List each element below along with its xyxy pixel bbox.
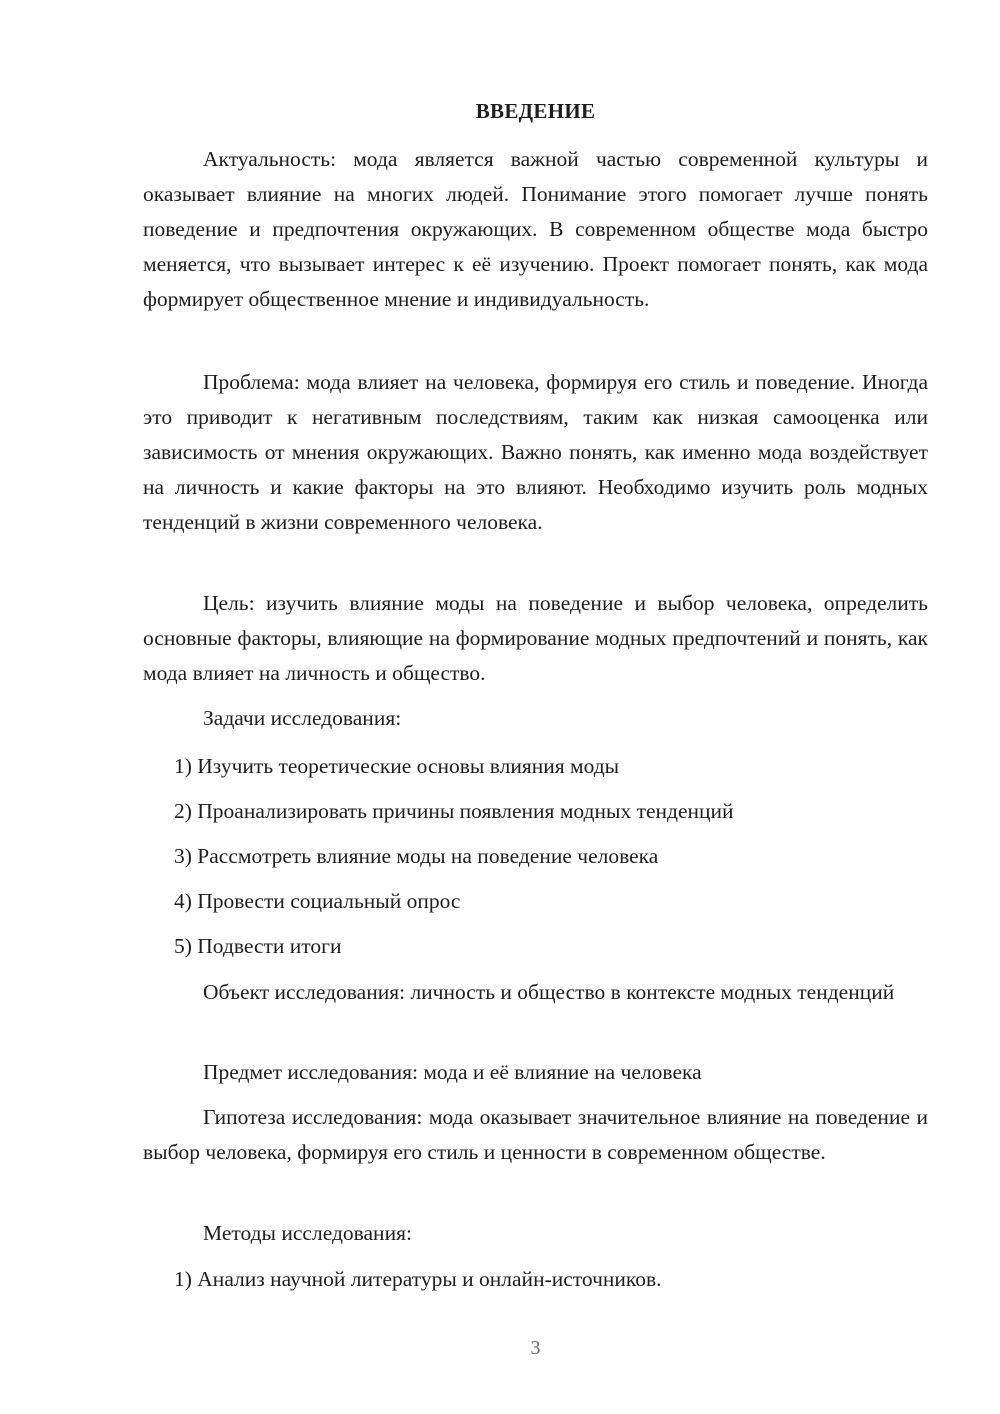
- paragraph-hypothesis: Гипотеза исследования: мода оказывает значительное влияние на поведение и выбор человека, формируя его стиль и ценности в современном обществе.: [143, 1105, 928, 1164]
- paragraph-goal: Цель: изучить влияние моды на поведение и выбор человека, определить основные факторы, влияющие на формирование модных предпочтений и понять, как мода влияет на личность и общество.: [143, 591, 928, 685]
- document-page: [143, 0, 928, 1414]
- paragraph-relevance: Актуальность: мода является важной частью современной культуры и оказывает влияние на многих людей. Понимание этого помогает лучше понять поведение и предпочтения окружающих. В современном обществе мода быстро меняется, что вызывает интерес к её изучению. Проект помогает понять, как мода формирует общественное мнение и индивидуальность.: [143, 147, 928, 311]
- task-item-1: 1) Изучить теоретические основы влияния моды: [174, 754, 620, 778]
- tasks-heading: Задачи исследования:: [203, 706, 402, 730]
- task-item-3: 3) Рассмотреть влияние моды на поведение человека: [174, 844, 659, 868]
- method-item-1: 1) Анализ научной литературы и онлайн-источников.: [174, 1267, 662, 1291]
- paragraph-problem: Проблема: мода влияет на человека, формируя его стиль и поведение. Иногда это приводит к негативным последствиям, таким как низкая самооценка или зависимость от мнения окружающих. Важно понять, как именно мода воздействует на личность и какие факторы на это влияют. Необходимо изучить роль модных тенденций в жизни современного человека.: [143, 370, 928, 534]
- task-item-2: 2) Проанализировать причины появления модных тенденций: [174, 799, 734, 823]
- paragraph-object: Объект исследования: личность и общество в контексте модных тенденций: [203, 980, 895, 1004]
- task-item-5: 5) Подвести итоги: [174, 934, 342, 958]
- page-number: 3: [530, 1337, 541, 1359]
- methods-heading: Методы исследования:: [203, 1221, 412, 1245]
- section-title: ВВЕДЕНИЕ: [475, 99, 596, 123]
- task-item-4: 4) Провести социальный опрос: [174, 889, 461, 913]
- paragraph-subject: Предмет исследования: мода и её влияние на человека: [203, 1060, 702, 1084]
